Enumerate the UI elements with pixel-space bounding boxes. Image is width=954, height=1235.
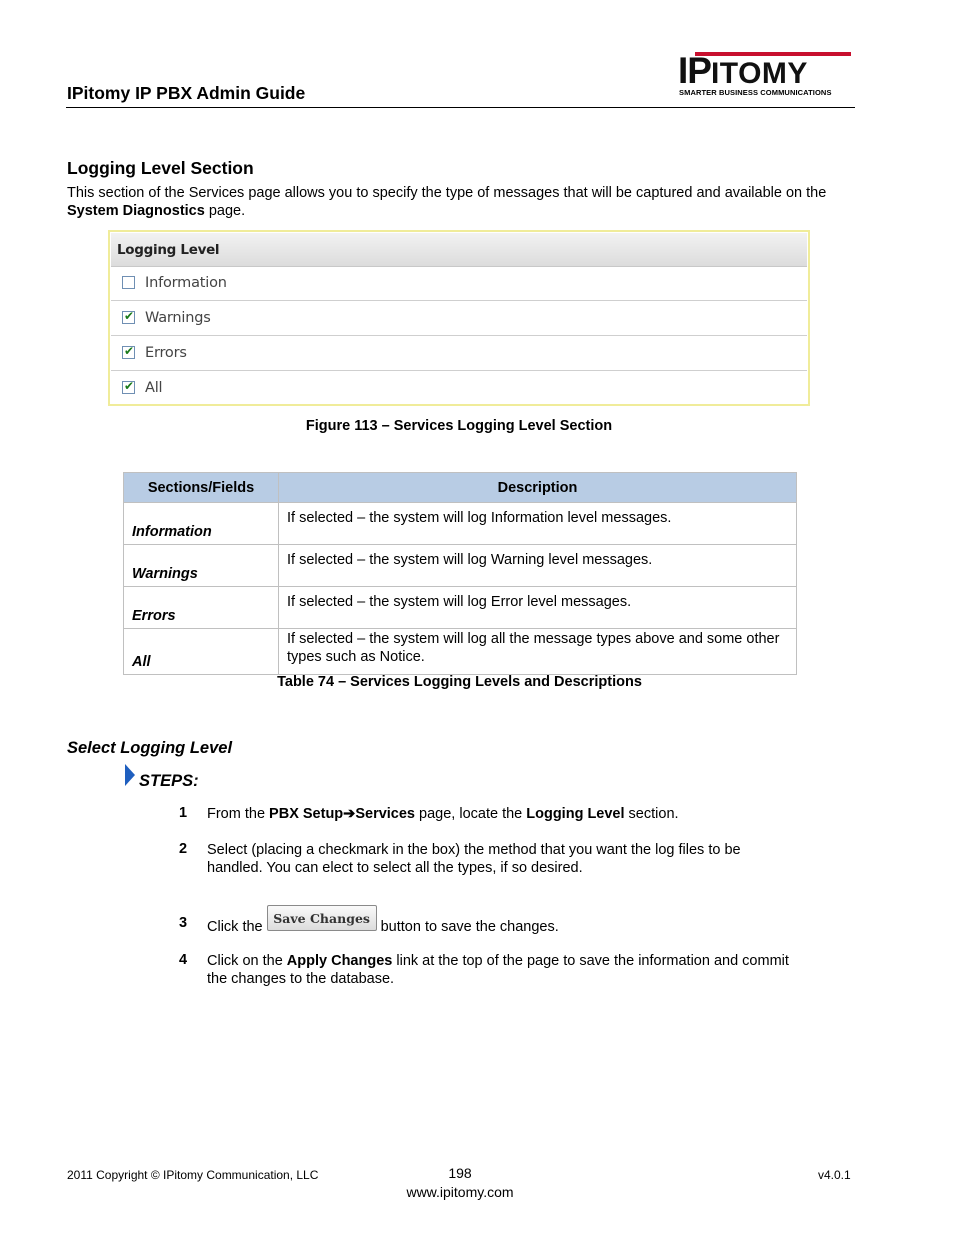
subsection-title: Select Logging Level	[67, 739, 233, 757]
errors-checkbox[interactable]	[122, 346, 135, 359]
option-all[interactable]	[111, 372, 807, 406]
step-text: Select (placing a checkmark in the box) the method that you want the log files to be handled. You can elect to select all the types, if so desired.	[207, 842, 741, 876]
logo-tagline: SMARTER BUSINESS COMMUNICATIONS	[679, 88, 832, 97]
logo-itomy: ITOMY	[710, 57, 808, 90]
section-title: Logging Level Section	[67, 158, 254, 178]
field-description: If selected – the system will log Error level messages.	[279, 587, 797, 629]
field-name: All	[124, 629, 279, 675]
ipitomy-logo	[678, 50, 852, 100]
table-row	[124, 545, 797, 587]
option-warnings[interactable]	[111, 302, 807, 336]
warnings-checkbox[interactable]	[122, 311, 135, 324]
option-label: Warnings	[145, 310, 211, 326]
table-row	[124, 503, 797, 545]
system-diagnostics-ref: System Diagnostics	[67, 202, 205, 219]
step-text: Click theSave Changesbutton to save the changes.	[207, 915, 807, 941]
field-name: Errors	[124, 587, 279, 629]
section-intro: This section of the Services page allows you to specify the type of messages that will be captured and available on the System Diagnostics page.	[67, 185, 827, 219]
page-number: 198	[448, 1165, 472, 1181]
figure-caption: Figure 113 – Services Logging Level Section	[305, 418, 613, 434]
footer-version: v4.0.1	[818, 1168, 851, 1182]
header-divider	[66, 107, 855, 108]
option-label: Errors	[145, 345, 187, 361]
step-number: 1	[179, 805, 188, 821]
step-number: 2	[179, 841, 188, 857]
footer-copyright: 2011 Copyright © IPitomy Communication, LLC	[67, 1168, 319, 1182]
checkmark-icon: ✔	[124, 344, 135, 358]
step-text: Click on the Apply Changes link at the top of the page to save the information and commit the changes to the database.	[207, 953, 789, 987]
footer-url: www.ipitomy.com	[406, 1184, 514, 1200]
right-arrow-icon: ➔	[343, 806, 356, 822]
table-row	[124, 587, 797, 629]
table-header-row	[124, 473, 797, 503]
field-name: Warnings	[124, 545, 279, 587]
option-label: All	[145, 380, 163, 396]
checkmark-icon: ✔	[124, 379, 135, 393]
option-information[interactable]	[111, 267, 807, 301]
panel-header: Logging Level	[111, 233, 807, 267]
field-description: If selected – the system will log all the message types above and some other types such as Notice.	[279, 629, 797, 675]
table-row	[124, 629, 797, 675]
logo-ip: IP	[678, 50, 711, 91]
steps-label: STEPS:	[139, 772, 199, 790]
step-number: 3	[179, 915, 188, 931]
col-header-fields: Sections/Fields	[124, 473, 279, 503]
information-checkbox[interactable]	[122, 276, 135, 289]
step-text: From the PBX Setup➔Services page, locate the Logging Level section.	[207, 806, 679, 822]
fields-table	[123, 472, 797, 675]
option-errors[interactable]	[111, 337, 807, 371]
apply-changes-ref: Apply Changes	[286, 953, 393, 969]
field-description: If selected – the system will log Information level messages.	[279, 503, 797, 545]
field-description: If selected – the system will log Warning level messages.	[279, 545, 797, 587]
steps-arrow-icon	[125, 764, 135, 786]
table-caption: Table 74 – Services Logging Levels and Descriptions	[277, 674, 642, 690]
logging-level-panel	[108, 230, 810, 406]
col-header-description: Description	[279, 473, 797, 503]
step-number: 4	[179, 952, 188, 968]
save-changes-button[interactable]: Save Changes	[267, 905, 377, 931]
all-checkbox[interactable]	[122, 381, 135, 394]
checkmark-icon: ✔	[124, 309, 135, 323]
field-name: Information	[124, 503, 279, 545]
option-label: Information	[145, 275, 227, 291]
document-title: IPitomy IP PBX Admin Guide	[67, 83, 306, 103]
